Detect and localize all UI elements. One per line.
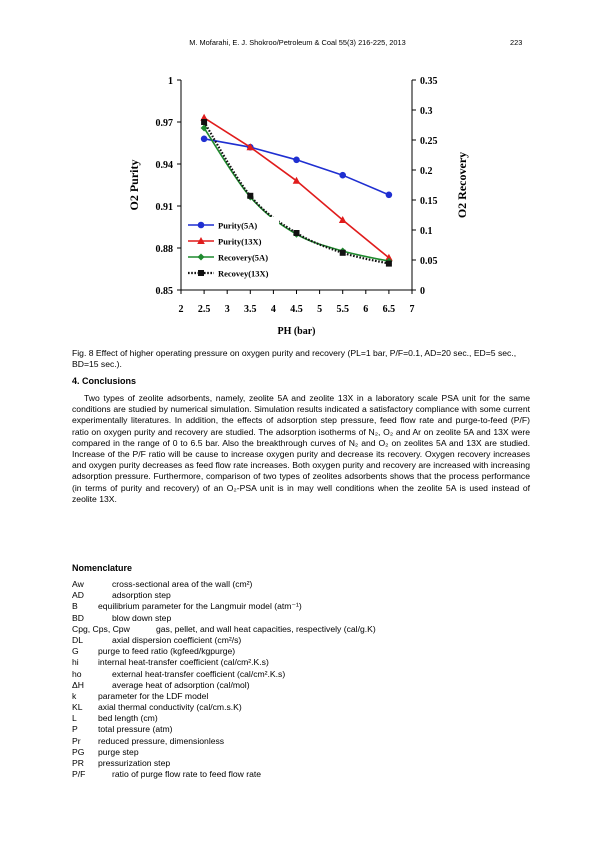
legend-swatch-marker [198,270,204,276]
data-point [340,250,346,256]
x-axis-label: PH (bar) [277,326,316,337]
data-point [201,119,207,125]
legend-swatch-marker [198,222,205,229]
x-tick-label: 2.5 [197,304,211,315]
nomenclature-row [72,646,532,657]
nomenclature-symbol: BD [72,612,84,623]
figure-8-chart [0,0,595,345]
nomenclature-symbol: hi [72,657,79,668]
nomenclature-definition: blow down step [112,612,172,623]
nomenclature-symbol: P [72,724,78,735]
data-point [339,172,346,179]
nomenclature-definition: bed length (cm) [98,713,158,724]
y2-tick-label: 0.1 [420,226,433,237]
nomenclature-symbol: k [72,690,77,701]
x-tick-label: 7 [409,304,415,315]
nomenclature-row [72,669,532,680]
x-tick-label: 3 [224,304,230,315]
nomenclature-row [72,590,532,601]
nomenclature-row [72,613,532,624]
nomenclature-row [72,769,532,780]
y-tick-label: 0.88 [155,244,173,255]
nomenclature-definition: cross-sectional area of the wall (cm²) [112,579,253,589]
nomenclature-row [72,724,532,735]
legend-label: Purity(13X) [218,236,262,247]
nomenclature-list [72,579,532,780]
nomenclature-definition: average heat of adsorption (cal/mol) [112,679,250,690]
nomenclature-symbol: AD [72,590,84,601]
data-point [293,177,301,184]
data-point [201,136,208,143]
running-citation: M. Mofarahi, E. J. Shokroo/Petroleum & Coal 55(3) 216-225, 2013 [189,38,406,47]
y2-tick-label: 0.05 [420,256,438,267]
nomenclature-definition: parameter for the LDF model [98,690,209,701]
data-point [247,193,253,199]
section-heading-nomenclature: Nomenclature [72,563,133,573]
nomenclature-row [72,601,532,612]
series-line-0 [204,139,389,195]
nomenclature-definition: reduced pressure, dimensionless [98,735,225,746]
x-tick-label: 6 [363,304,369,315]
conclusions-paragraph: Two types of zeolite adsorbents, namely, zeolite 5A and zeolite 13X in a laboratory scale PSA unit for the same conditions are studied by numerical simulation. Simulation results indicated a satisfactory compliance with some current experimentally literatures. In addition, the effects of adsorption step pressure, feed flow rate and purge-to-feed (P/F) ratio on oxygen purity and recovery are studied. The adsorption isotherms of N₂, O₂ and Ar on zeolite 5A and 13X were compared in the range of 0 to 6.5 bar. Also the breakthrough curves of N₂ and O₂ on zeolites 5A and 13X are studied. Increase of the P/F ratio will be cause to increase oxygen purity and decrease its recovery. Oxygen recovery increases and oxygen purity decreases as feed flow rate increases. Both oxygen purity and recovery are increased with increasing adsorption pressure. Furthermore, comparison of two types of zeolites adsorbents shows that the process performance (in terms of purity and recovery) of an O₂-PSA unit is in may well conditions when the zeolite 5A is used instead of zeolite 13X. [72,393,530,504]
nomenclature-symbol: P/F [72,769,86,780]
nomenclature-row [72,680,532,691]
nomenclature-row [72,635,532,646]
nomenclature-symbol: ΔH [72,679,84,690]
legend-label: Recovery(5A) [218,252,269,263]
nomenclature-symbol: PR [72,758,84,768]
x-tick-label: 3.5 [244,304,257,315]
nomenclature-symbol: G [72,646,79,657]
y-tick-label: 0.94 [155,160,173,171]
nomenclature-symbol: Pr [72,735,81,746]
data-point [386,192,393,199]
data-point [386,261,392,267]
nomenclature-row [72,579,532,590]
nomenclature-definition: gas, pellet, and wall heat capacities, respectively (cal/g.K) [156,623,376,634]
nomenclature-symbol: Cpg, Cps, Cpw [72,623,130,634]
nomenclature-symbol: KL [72,702,83,713]
section-heading-conclusions: 4. Conclusions [72,376,137,386]
nomenclature-row [72,747,532,758]
nomenclature-row [72,702,532,713]
nomenclature-row [72,624,532,635]
y2-tick-label: 0.15 [420,196,438,207]
figure-caption: Fig. 8 Effect of higher operating pressure on oxygen purity and recovery (PL=1 bar, P/F=0.1, AD=20 sec., ED=5 sec., BD=15 sec.). [72,348,517,369]
y2-tick-label: 0.35 [420,76,438,87]
nomenclature-definition: pressurization step [98,758,171,768]
x-tick-label: 4 [270,304,276,315]
nomenclature-definition: external heat-transfer coefficient (cal/cm².K.s) [112,668,286,679]
y2-tick-label: 0.3 [420,106,433,117]
nomenclature-symbol: PG [72,746,85,757]
x-tick-label: 6.5 [382,304,396,315]
legend-label: Purity(5A) [218,220,258,231]
nomenclature-definition: axial dispersion coefficient (cm²/s) [112,634,242,645]
nomenclature-definition: adsorption step [112,590,171,601]
nomenclature-definition: purge to feed ratio (kgfeed/kgpurge) [98,646,236,657]
y-axis-label: O2 Purity [127,159,141,211]
data-point [294,230,300,236]
y-tick-label: 0.91 [155,202,173,213]
nomenclature-definition: total pressure (atm) [98,724,173,735]
nomenclature-row [72,758,532,769]
y2-tick-label: 0 [420,286,425,297]
data-point [293,157,300,164]
legend-label: Recovey(13X) [218,268,269,279]
nomenclature-definition: ratio of purge flow rate to feed flow rate [112,769,262,780]
y-tick-label: 1 [168,76,173,87]
nomenclature-row [72,657,532,668]
y-tick-label: 0.97 [155,118,173,129]
nomenclature-row [72,736,532,747]
y2-axis-label: O2 Recovery [455,151,469,219]
page-number: 223 [510,38,523,47]
nomenclature-definition: internal heat-transfer coefficient (cal/cm².K.s) [98,657,269,668]
nomenclature-row [72,691,532,702]
nomenclature-symbol: L [72,713,77,724]
nomenclature-symbol: DL [72,634,83,645]
y2-tick-label: 0.2 [420,166,433,177]
nomenclature-definition: purge step [98,746,139,757]
x-tick-label: 2 [178,304,184,315]
nomenclature-row [72,713,532,724]
x-tick-label: 4.5 [290,304,303,315]
x-tick-label: 5 [317,304,323,315]
nomenclature-symbol: Aw [72,579,84,589]
nomenclature-definition: equilibrium parameter for the Langmuir model (atm⁻¹) [98,601,302,612]
y-tick-label: 0.85 [155,286,173,297]
nomenclature-symbol: ho [72,668,82,679]
nomenclature-symbol: B [72,601,78,612]
nomenclature-definition: axial thermal conductivity (cal/cm.s.K) [98,702,242,713]
x-tick-label: 5.5 [336,304,349,315]
y2-tick-label: 0.25 [420,136,438,147]
